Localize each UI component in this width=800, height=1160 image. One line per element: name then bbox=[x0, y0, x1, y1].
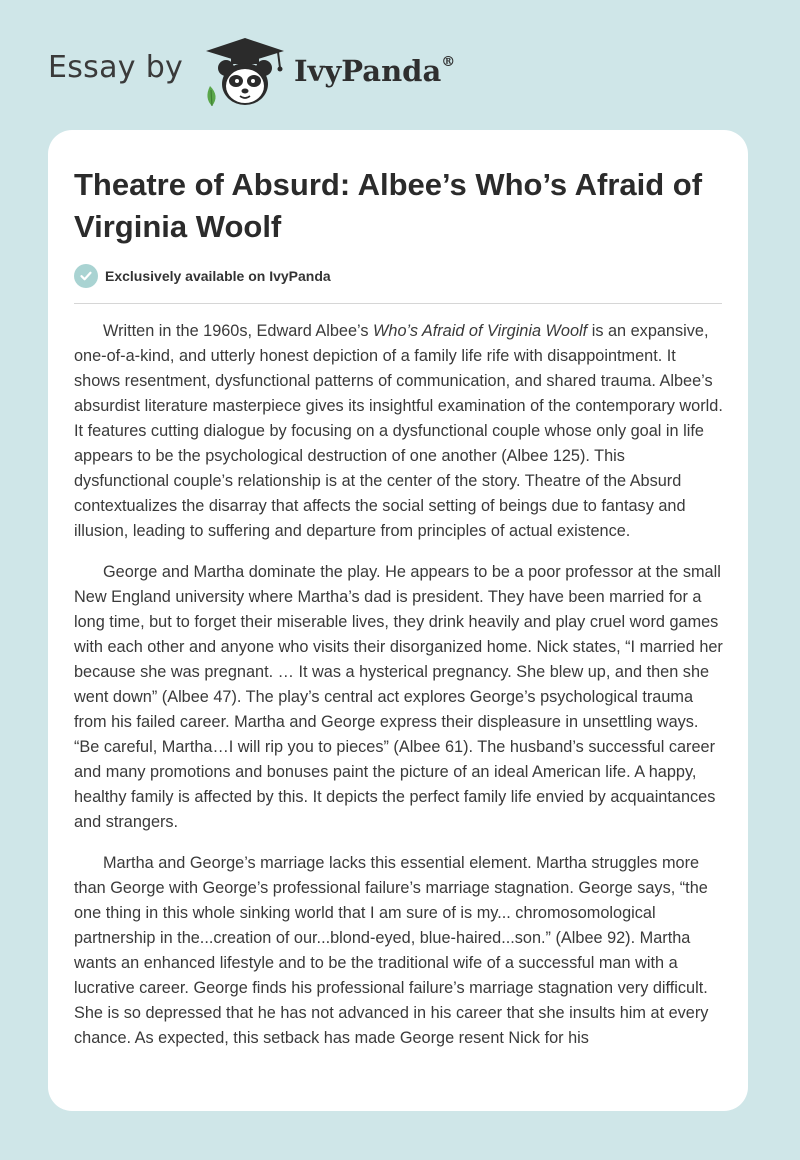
play-title: Who’s Afraid of Virginia Woolf bbox=[373, 322, 588, 340]
registered-mark: ® bbox=[441, 54, 456, 71]
paragraph-2: George and Martha dominate the play. He appears to be a poor professor at the small New England university where Martha’s dad is president. They have been married for a long time, but to forget their miserable lives, they drink heavily and play cruel word games with each other and anyone who visits their disorganized home. Nick states, “I married her because she was pregnant. … It was a hysterical pregnancy. She blew up, and then she went down” (Albee 47). The play’s central act explores George’s psychological trauma from his failed career. Martha and George express their displeasure in unsettling ways. “Be careful, Martha…I will rip you to pieces” (Albee 61). The husband’s successful career and many promotions and bonuses paint the picture of an ideal American life. A happy, healthy family is affected by this. It depicts the perfect family life envied by acquaintances and strangers. bbox=[74, 563, 723, 831]
paragraph-1-rest: is an expansive, one-of-a-kind, and utterly honest depiction of a family life rife with disappointment. It shows resentment, dysfunctional patterns of communication, and shared trauma. Albee’s absurdist literature masterpiece gives its insightful examination of the contemporary world. It features cutting dialogue by focusing on a dysfunctional couple whose only goal in life appears to be the psychological destruction of one another (Albee 125). This dysfunctional couple’s relationship is at the center of the story. Theatre of the Absurd contextualizes the disarray that affects the social setting of beings due to fantasy and illusion, leading to suffering and departure from principles of actual existence. bbox=[74, 322, 723, 540]
brand-name[interactable] bbox=[294, 54, 455, 88]
exclusive-badge-label: Exclusively available on IvyPanda bbox=[105, 268, 331, 284]
paragraph-1 bbox=[74, 319, 724, 544]
essay-body bbox=[74, 319, 724, 1067]
paragraph-3: Martha and George’s marriage lacks this essential element. Martha struggles more than George with George’s professional failure’s marriage stagnation. George says, “the one thing in this whole sinking world that I am sure of is my... chromosomological partnership in the...creation of our...blond-eyed, blue-haired...son.” (Albee 92). Martha wants an enhanced lifestyle and to be the traditional wife of a successful man with a lucrative career. George finds his professional failure’s marriage stagnation very difficult. She is so depressed that he has not advanced in his career that she insults him at every chance. As expected, this setback has made George resent Nick for his bbox=[74, 854, 709, 1047]
essay-by-label: Essay by bbox=[48, 50, 184, 85]
panda-logo-icon[interactable] bbox=[200, 36, 290, 108]
divider bbox=[74, 303, 722, 304]
brand-text[interactable]: IvyPanda bbox=[294, 54, 442, 88]
check-icon bbox=[74, 264, 98, 288]
essay-card bbox=[48, 130, 748, 1111]
site-header bbox=[0, 0, 800, 130]
exclusive-badge bbox=[74, 263, 331, 289]
paragraph-1-start: Written in the 1960s, Edward Albee’s bbox=[103, 322, 374, 340]
essay-title: Theatre of Absurd: Albee’s Who’s Afraid of Virginia Woolf bbox=[74, 167, 703, 244]
